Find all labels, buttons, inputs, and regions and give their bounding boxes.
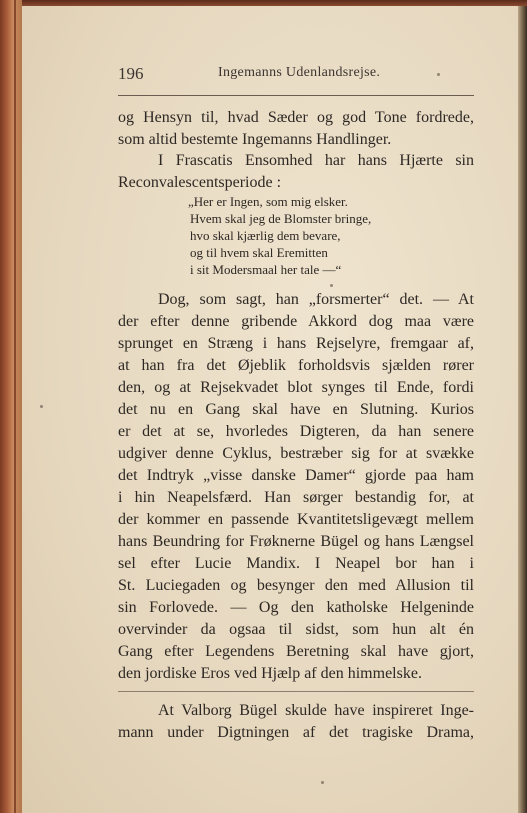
text-line: St. Luciegaden og besynger den med Allusion til [118, 577, 474, 594]
paragraph-4 [118, 700, 474, 744]
verse-line: Hvem skal jeg de Blomster bringe, [190, 211, 372, 226]
page-number: 196 [118, 64, 144, 83]
verse-line: hvo skal kjærlig dem bevare, [190, 228, 341, 243]
text-line: At Valborg Bügel skulde have inspireret Inge- [158, 702, 474, 719]
page-header [118, 64, 474, 86]
text-line: det Indtryk „visse danske Damer“ gjorde paa ham [118, 467, 474, 484]
text-line: der kommer en passende Kvantitetsligevægt mellem [118, 511, 474, 528]
running-title: Ingemanns Udenlandsrejse. [218, 65, 381, 80]
verse-line: i sit Modersmaal her tale —“ [190, 262, 342, 277]
header-rule [118, 95, 474, 96]
text-line: mann under Digtningen af det tragiske Drama, [118, 724, 474, 741]
book-spine-edge [0, 0, 22, 813]
text-line: i hin Neapelsfærd. Han sørger bestandig for, at [118, 489, 474, 506]
page-right-edge [518, 0, 527, 813]
text-line: udgiver denne Cyklus, bestræber sig for at svække [118, 445, 474, 462]
text-line: sprunget en Stræng i hans Rejselyre, fremgaar af, [118, 335, 474, 352]
text-line: sel efter Lucie Mandix. I Neapel bor han i [118, 555, 474, 572]
section-rule [118, 691, 474, 692]
text-line: Dog, som sagt, han „forsmerter“ det. — At [158, 291, 474, 308]
paper-speck [330, 284, 333, 287]
text-line: at han fra det Øjeblik forholdsvis sjælden rører [118, 357, 474, 374]
verse-block [190, 193, 420, 278]
text-line: der efter denne gribende Akkord dog maa være [118, 313, 474, 330]
text-line: Gang efter Legendens Beretning skal have gjort, [118, 643, 474, 660]
paper-speck [321, 781, 324, 784]
text-line: overvinder da ogsaa til sidst, som hun alt én [118, 621, 474, 638]
verse-line: „Her er Ingen, som mig elsker. [188, 194, 348, 209]
text-line: I Frascatis Ensomhed har hans Hjærte sin [158, 152, 474, 169]
text-line: som altid bestemte Ingemanns Handlinger. [118, 131, 392, 148]
text-line: den, og at Rejsekvadet blot synges til Ende, fordi [118, 379, 474, 396]
verse-line: og til hvem skal Eremitten [190, 245, 328, 260]
text-line: Reconvalescentsperiode : [118, 174, 282, 191]
paper-speck [437, 73, 440, 76]
paragraph-3 [118, 289, 474, 685]
paragraph-2 [118, 150, 474, 194]
text-line: den jordiske Eros ved Hjælp af den himmelske. [118, 665, 422, 682]
text-line: sin Forlovede. — Og den katholske Helgeninde [118, 599, 474, 616]
paper-speck [40, 405, 43, 408]
paragraph-1 [118, 107, 474, 151]
text-line: det nu en Gang skal have en Slutning. Kurios [118, 401, 474, 418]
spine-shadow-line [14, 0, 16, 813]
text-line: er det at se, hvorledes Digteren, da han senere [118, 423, 474, 440]
page-top-edge [22, 0, 527, 6]
text-line: hans Beundring for Frøknerne Bügel og hans Længsel [118, 533, 474, 550]
text-line: og Hensyn til, hvad Sæder og god Tone fordrede, [118, 109, 474, 126]
